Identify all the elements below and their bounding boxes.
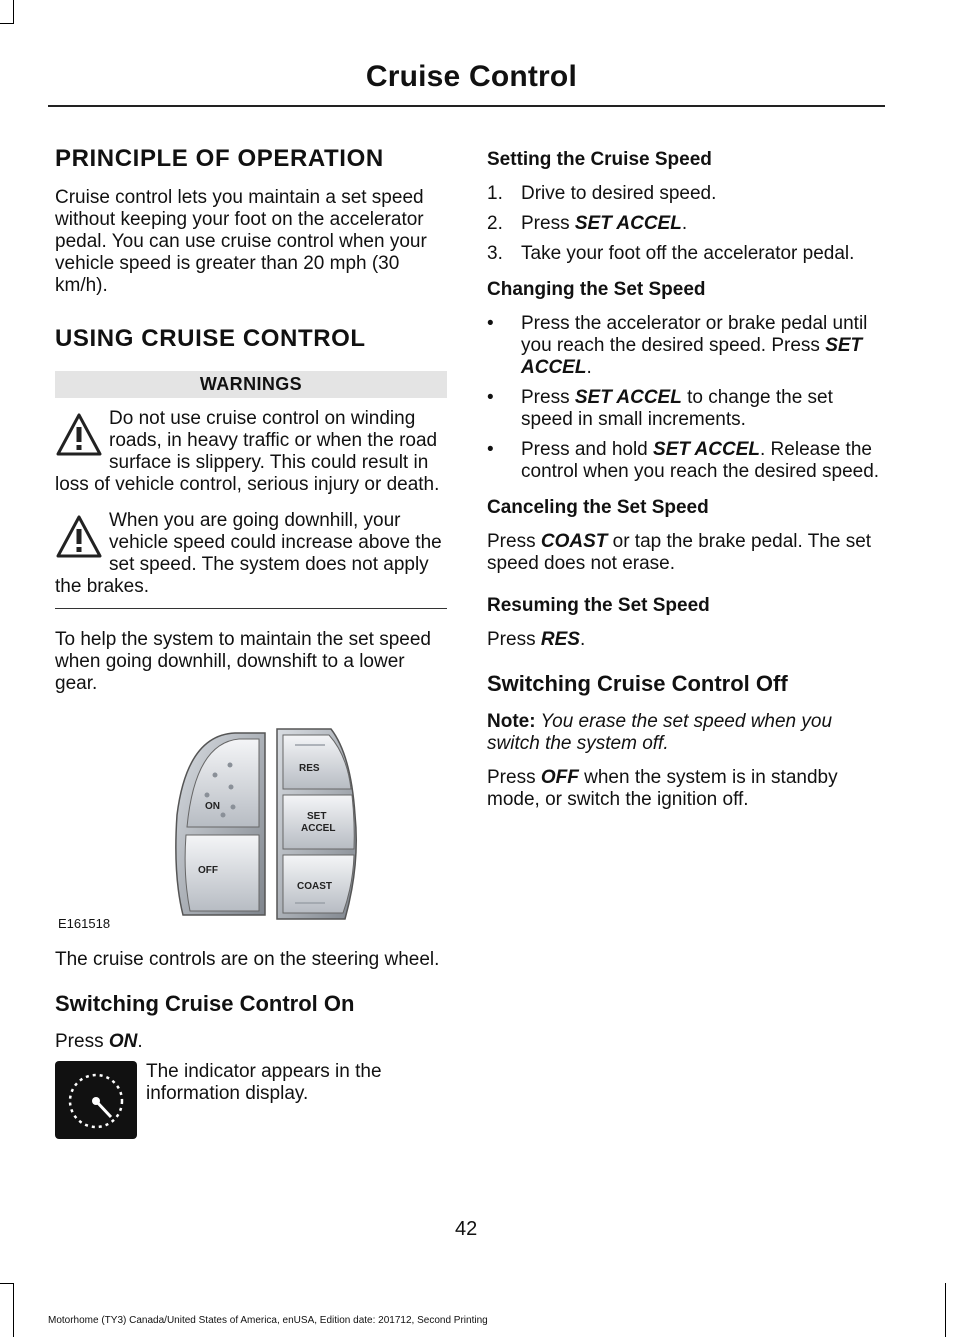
- list-item: • Press the accelerator or brake pedal until you reach the desired speed. Press SET ACCEL.: [487, 313, 868, 378]
- btn-accel-label: ACCEL: [301, 823, 336, 834]
- figure-id: E161518: [58, 916, 111, 931]
- off-text: Press OFF when the system is in standby mode, or switch the ignition off.: [487, 767, 838, 810]
- warning-1-text: Do not use cruise control on winding roads, in heavy traffic or when the road surface is slippery. This could result in loss of vehicle control, serious injury or death.: [55, 408, 440, 495]
- list-item: 3. Take your foot off the accelerator pedal.: [487, 243, 855, 264]
- list-item: 2. Press SET ACCEL.: [487, 213, 688, 234]
- crop-mark-br: [945, 1283, 946, 1337]
- btn-res-label: RES: [299, 763, 320, 774]
- btn-off-label: OFF: [198, 865, 218, 876]
- heading-setting: Setting the Cruise Speed: [487, 149, 712, 170]
- speedometer-icon: [55, 1061, 137, 1139]
- heading-switch-off: Switching Cruise Control Off: [487, 671, 788, 696]
- note-text: Note: You erase the set speed when you switch the system off.: [487, 711, 833, 754]
- warning-triangle-icon: [55, 412, 103, 458]
- press-on-text: Press ON.: [55, 1031, 143, 1052]
- cruise-indicator-icon: [55, 1061, 137, 1139]
- heading-canceling: Canceling the Set Speed: [487, 497, 709, 518]
- right-column: [487, 145, 882, 831]
- press-word: Press: [55, 1031, 104, 1052]
- heading-switch-on: Switching Cruise Control On: [55, 991, 355, 1016]
- warnings-bar: WARNINGS: [55, 371, 447, 398]
- footer-edition: Motorhome (TY3) Canada/United States of America, enUSA, Edition date: 201712, Second Printing: [48, 1315, 488, 1326]
- page-title: Cruise Control: [365, 60, 577, 93]
- steering-wheel-controls-figure: [55, 715, 447, 933]
- crop-mark-bl-h: [0, 1283, 14, 1284]
- heading-principle: PRINCIPLE OF OPERATION: [55, 145, 384, 172]
- warning-1: [55, 408, 447, 496]
- resume-text: Press RES.: [487, 629, 586, 650]
- heading-resuming: Resuming the Set Speed: [487, 595, 710, 616]
- indicator-text: The indicator appears in the information display.: [146, 1061, 382, 1104]
- page-number: 42: [455, 1218, 478, 1240]
- cruise-buttons-illustration: [55, 715, 447, 933]
- setting-steps: [487, 183, 882, 265]
- warning-2: [55, 510, 447, 598]
- list-item: • Press SET ACCEL to change the set speed in small increments.: [487, 387, 833, 430]
- crop-mark-bl: [13, 1283, 14, 1337]
- indicator-row: [55, 1061, 447, 1141]
- header-divider: [48, 105, 885, 107]
- crop-mark-tl-h: [0, 23, 14, 24]
- changing-bullets: [487, 313, 882, 483]
- principle-text: Cruise control lets you maintain a set speed without keeping your foot on the accelerator pedal. You can use cruise control when your vehicle speed is greater than 20 mph (30 km/h).: [55, 187, 427, 296]
- left-column: [55, 145, 447, 1141]
- cancel-text: Press COAST or tap the brake pedal. The set speed does not erase.: [487, 531, 872, 574]
- btn-set-label: SET: [307, 811, 327, 822]
- warning-2-text: When you are going downhill, your vehicle speed could increase above the set speed. The system does not apply the brakes.: [55, 510, 442, 597]
- crop-mark-tl: [13, 0, 14, 24]
- on-word: ON: [108, 1031, 138, 1052]
- btn-coast-label: COAST: [297, 881, 332, 892]
- heading-using: USING CRUISE CONTROL: [55, 325, 366, 352]
- downhill-text: To help the system to maintain the set speed when going downhill, downshift to a lower gear.: [55, 629, 431, 694]
- warning-triangle-icon: [55, 514, 103, 560]
- controls-location-text: The cruise controls are on the steering wheel.: [55, 949, 440, 970]
- warnings-divider: [55, 608, 447, 609]
- heading-changing: Changing the Set Speed: [487, 279, 706, 300]
- list-item: 1. Drive to desired speed.: [487, 183, 717, 204]
- btn-on-label: ON: [205, 801, 220, 812]
- list-item: • Press and hold SET ACCEL. Release the control when you reach the desired speed.: [487, 439, 880, 482]
